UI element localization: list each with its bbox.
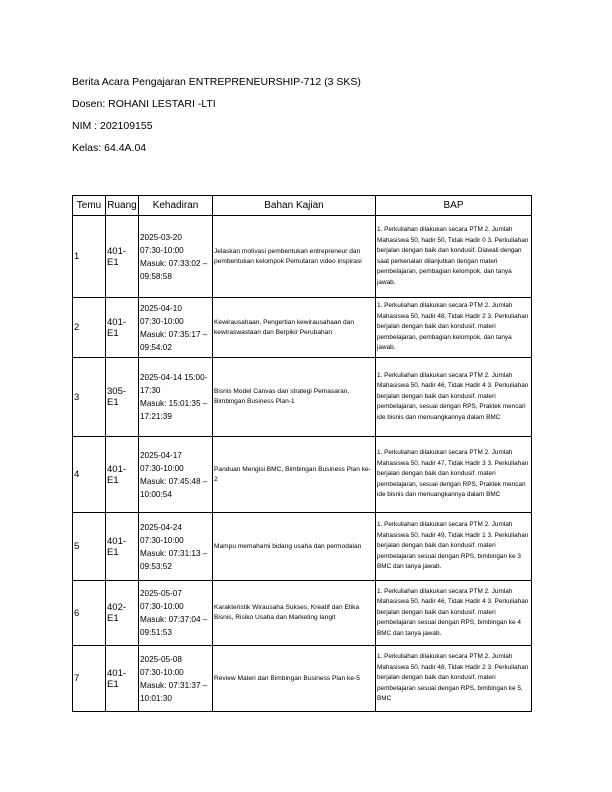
kehadiran-masuk: Masuk: 07:31:37 – 10:01:30 xyxy=(140,680,208,703)
title-course: Berita Acara Pengajaran ENTREPRENEURSHIP-712 xyxy=(72,76,322,88)
cell-bahan-kajian: Mampu memahami bidang usaha dan permodalan xyxy=(213,513,376,581)
kehadiran-masuk: Masuk: 07:45:48 – 10:00:54 xyxy=(140,476,208,499)
cell-bap: 1. Perkuliahan dilakukan secara PTM 2. Jumlah Mahasiswa 50, hadir 48, Tidak Hadir 2 3. Perkuliahan berjalan dengan baik dan kondusif. materi pembelajaran, pembagian kelompok, dan tanya jawab. xyxy=(376,298,532,358)
cell-bap: 1. Perkuliahan dilakukan secara PTM 2. Jumlah Mahasiswa 50, hadir 46, Tidak Hadir 4 3. Perkuliahan berjalan dengan baik dan kondusif. materi pembelajaran, sesuai dengan RPS, Praktek mencari ide bisnis dan menuangkannya dalam BMC xyxy=(376,358,532,437)
cell-kehadiran xyxy=(139,298,213,358)
cell-kehadiran xyxy=(139,358,213,437)
cell-bahan-kajian: Review Materi dan Bimbingan Business Plan ke-5 xyxy=(213,646,376,712)
cell-bap: 1. Perkuliahan dilakukan secara PTM 2. Jumlah Mahasiswa 50, hadir 48, Tidak Hadir 2 3. Perkuliahan berjalan dengan baik dan kondusif. materi pembelajaran sesuai dengan RPS, bimbingan ke 5, BMC xyxy=(376,646,532,712)
kehadiran-jam: 07:30-10:00 xyxy=(140,463,184,473)
cell-bahan-kajian: Jelaskan motivasi pembentukan entrepreneur dan pembentukan kelompok Pemutaran video inspirasi xyxy=(213,216,376,298)
cell-bap: 1. Perkuliahan dilakukan secara PTM 2. Jumlah Mahasiswa 50, hadir 49, Tidak Hadir 1 3. Perkuliahan berjalan dengan baik dan kondusif. materi pembelajaran sesuai dengan RPS, bimbingan ke 3 BMC dan tanya jawab. xyxy=(376,513,532,581)
kehadiran-tanggal: 2025-04-24 xyxy=(140,522,182,532)
col-header-kehadiran: Kehadiran xyxy=(139,196,213,216)
table-row xyxy=(73,437,532,513)
cell-kehadiran xyxy=(139,437,213,513)
cell-kehadiran xyxy=(139,513,213,581)
kehadiran-masuk: Masuk: 07:31:13 – 09:53:52 xyxy=(140,548,208,571)
kehadiran-masuk: Masuk: 07:37:04 – 09:51:53 xyxy=(140,615,208,637)
cell-kehadiran xyxy=(139,646,213,712)
document-header xyxy=(72,76,361,164)
cell-ruang: 401-E1 xyxy=(106,646,139,712)
cell-temu: 4 xyxy=(73,437,106,513)
kehadiran-jam: 07:30-10:00 xyxy=(140,535,184,545)
kehadiran-jam: 07:30-10:00 xyxy=(140,245,184,255)
document-title xyxy=(72,76,361,98)
cell-temu: 3 xyxy=(73,358,106,437)
kehadiran-tanggal: 2025-05-08 xyxy=(140,654,182,664)
cell-temu: 6 xyxy=(73,581,106,646)
table-header-row xyxy=(73,196,532,216)
cell-temu: 2 xyxy=(73,298,106,358)
cell-temu: 5 xyxy=(73,513,106,581)
cell-bap: 1. Perkuliahan dilakukan secara PTM 2. Jumlah Mahasiswa 50, hadir 47, Tidak Hadir 3 3. Perkuliahan berjalan dengan baik dan kondusif. materi pembelajaran, sesuai dengan RPS, Praktek mencari ide bisnis dan menuangkannya dalam BMC xyxy=(376,437,532,513)
table-row xyxy=(73,216,532,298)
table-row xyxy=(73,298,532,358)
kehadiran-masuk: Masuk: 07:33:02 – 09:58:58 xyxy=(140,258,208,281)
kehadiran-tanggal: 2025-03-20 xyxy=(140,232,182,242)
col-header-temu: Temu xyxy=(73,196,106,216)
table-row xyxy=(73,358,532,437)
table-row xyxy=(73,581,532,646)
kehadiran-masuk: Masuk: 15:01:35 – 17:21:39 xyxy=(140,399,208,421)
title-sks: (3 SKS) xyxy=(321,76,361,88)
nim-line: NIM : 202109155 xyxy=(72,120,153,132)
kehadiran-tanggal: 2025-04-17 xyxy=(140,450,182,460)
cell-ruang: 401-E1 xyxy=(106,513,139,581)
cell-bahan-kajian: Karakteristik Wirausaha Sukses, Kreatif dan Etika Bisnis, Risiko Usaha dan Marketing langit xyxy=(213,581,376,646)
teaching-record-table xyxy=(72,195,532,712)
cell-bahan-kajian: Bisnis Model Canvas dan strategi Pemasaran, Bimbingan Business Plan-1 xyxy=(213,358,376,437)
cell-bap: 1. Perkuliahan dilakukan secara PTM 2. Jumlah Mahasiswa 50, hadir 50, Tidak Hadir 0 3. Perkuliahan berjalan dengan baik dan kondusif. Diawali dengan saat perkenalan dilanjutkan dengan materi pembelajaran, pembagian kelompok, dan tanya jawab. xyxy=(376,216,532,298)
cell-ruang: 402-E1 xyxy=(106,581,139,646)
table-row xyxy=(73,513,532,581)
lecturer-line: Dosen: ROHANI LESTARI -LTI xyxy=(72,98,216,110)
cell-temu: 7 xyxy=(73,646,106,712)
kehadiran-jam: 07:30-10:00 xyxy=(140,602,184,611)
cell-ruang: 401-E1 xyxy=(106,437,139,513)
cell-kehadiran xyxy=(139,216,213,298)
col-header-bahan-kajian: Bahan Kajian xyxy=(213,196,376,216)
kehadiran-tanggal: 2025-05-07 xyxy=(140,589,182,598)
cell-temu: 1 xyxy=(73,216,106,298)
kehadiran-tanggal: 2025-04-14 15:00-17:30 xyxy=(140,373,208,395)
cell-bahan-kajian: Kewirausahaan, Pengertian kewirausahaan dan kewiraswastaan dan Berpikir Perubahan xyxy=(213,298,376,358)
col-header-bap: BAP xyxy=(376,196,532,216)
class-line: Kelas: 64.4A.04 xyxy=(72,142,147,154)
cell-bap: 1. Perkuliahan dilakukan secara PTM 2. Jumlah Mahasiswa 50, hadir 46, Tidak Hadir 4 3. Perkuliahan berjalan dengan baik dan kondusif. materi pembelajaran sesuai dengan RPS, bimbingan ke 4 BMC dan tanya jawab. xyxy=(376,581,532,646)
table-row xyxy=(73,646,532,712)
cell-bahan-kajian: Panduan Mengisi BMC, Bimbingan Business Plan ke-2 xyxy=(213,437,376,513)
kehadiran-jam: 07:30-10:00 xyxy=(140,316,184,326)
kehadiran-tanggal: 2025-04-10 xyxy=(140,303,182,313)
cell-ruang: 401-E1 xyxy=(106,298,139,358)
cell-kehadiran xyxy=(139,581,213,646)
kehadiran-jam: 07:30-10:00 xyxy=(140,667,184,677)
col-header-ruang: Ruang xyxy=(106,196,139,216)
cell-ruang: 401-E1 xyxy=(106,216,139,298)
kehadiran-masuk: Masuk: 07:35:17 – 09:54:02 xyxy=(140,329,208,352)
cell-ruang: 305-E1 xyxy=(106,358,139,437)
